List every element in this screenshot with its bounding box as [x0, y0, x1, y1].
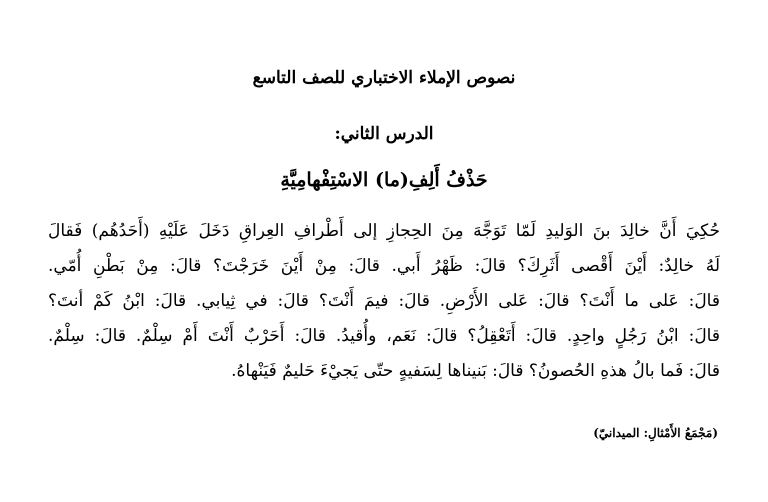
lesson-heading: حَذْفُ أَلِفِ(ما) الاسْتِفْهامِيَّةِ: [280, 169, 488, 191]
passage-line: حُكِيَ أَنَّ خالِدَ بنَ الوَليدِ لَمّا تَوَجَّهَ مِنَ الحِجازِ إلى أَطْرافِ العِراقِ دَخَلَ عَلَيْهِ (أَحَدُهُم) فَقالَ: [48, 221, 720, 241]
passage: [48, 214, 720, 389]
passage-line: قالَ: عَلى ما أَنْتَ؟ قالَ: عَلى الأَرْضِ. قالَ: فيمَ أَنْتَ؟ قالَ: في ثِيابي. قالَ: ابْنُ كَمْ أنتَ؟: [48, 291, 720, 311]
passage-line: لَهُ خالِدٌ: أَيْنَ أَقْصى أَثَرِكَ؟ قالَ: ظَهْرُ أَبي. قالَ: مِنْ أَيْنَ خَرَجْتَ؟ قالَ: مِنْ بَطْنِ أُمّي.: [48, 256, 720, 276]
document-title: نصوص الإملاء الاختباري للصف التاسع: [252, 68, 516, 88]
passage-line: قالَ: فَما بالُ هذهِ الحُصونُ؟ قالَ: بَنيناها لِسَفيهٍ حتّى يَجيْءَ حَليمٌ فَيَنْهاهُ.: [231, 361, 720, 381]
source-citation: (مَجْمَعُ الأَمْثالِ: الميدانيّ): [593, 426, 718, 440]
lesson-label: الدرس الثاني:: [334, 124, 434, 144]
passage-line: قالَ: ابْنُ رَجُلٍ واحِدٍ. قالَ: أَتَعْقِلُ؟ قالَ: نَعَم، وأُقيدُ. قالَ: أَحَرْبٌ أَنْتَ أَمْ سِلْمٌ. قالَ: سِلْمٌ.: [48, 326, 720, 346]
